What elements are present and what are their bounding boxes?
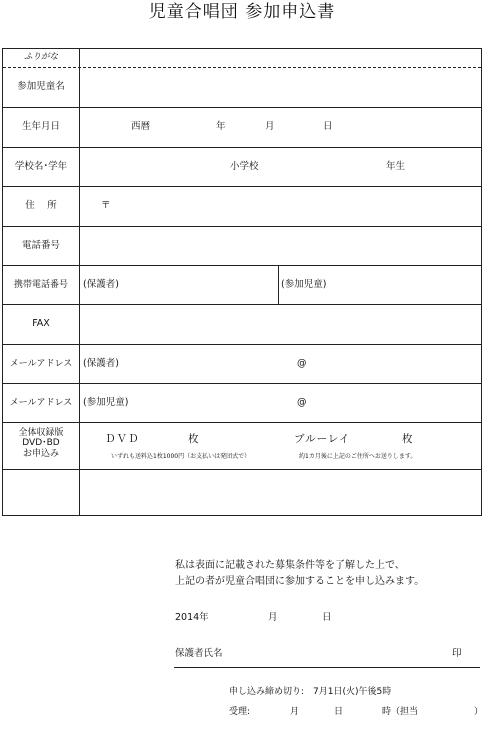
row-divider	[3, 107, 481, 108]
receipt-label: 受理:	[229, 707, 251, 717]
row-divider	[3, 147, 481, 148]
email-guardian-who: (保護者)	[83, 358, 119, 369]
statement-line-2: 上記の者が児童合唱団に参加することを申し込みます。	[175, 576, 425, 587]
date-day: 日	[322, 612, 332, 623]
bd-label: ブルーレイ	[294, 433, 351, 445]
statement-line-1: 私は表面に記載された募集条件等を了解した上で、	[175, 560, 405, 571]
child-name-label: 参加児童名	[17, 81, 65, 92]
email-guardian-at: @	[297, 358, 307, 369]
price-note: いずれも送料込1枚1000円（お支払いは発団式で）	[111, 453, 251, 460]
dob-day-unit: 日	[323, 121, 333, 132]
phone-label: 電話番号	[21, 240, 60, 251]
dob-month-unit: 月	[265, 121, 275, 132]
row-divider	[3, 383, 481, 384]
child-name-field[interactable]	[80, 68, 481, 107]
seal-mark: 印	[452, 648, 462, 659]
phone-field[interactable]	[80, 227, 481, 265]
dob-label: 生年月日	[21, 121, 60, 132]
row-divider	[3, 265, 481, 266]
receipt-time: 時（担当	[382, 707, 419, 717]
label-column-divider	[79, 49, 80, 515]
blank-field[interactable]	[80, 470, 481, 515]
receipt-month: 月	[290, 707, 300, 717]
receipt-close: ）	[474, 707, 484, 717]
mobile-divider	[278, 265, 279, 304]
bd-unit: 枚	[402, 433, 414, 445]
signature-line	[174, 667, 480, 668]
row-divider	[3, 186, 481, 187]
guardian-name-label: 保護者氏名	[175, 648, 223, 659]
grade-suffix: 年生	[386, 161, 406, 172]
date-month: 月	[268, 612, 278, 623]
application-form	[2, 48, 482, 516]
dvd-order-label	[3, 428, 79, 459]
date-year: 2014年	[175, 612, 209, 623]
furigana-field[interactable]	[80, 49, 481, 67]
mobile-guardian: (保護者)	[83, 279, 119, 290]
row-divider	[3, 344, 481, 345]
email-child-at: @	[297, 397, 307, 408]
receipt-day: 日	[334, 707, 344, 717]
furigana-label: ふりがな	[23, 52, 58, 62]
dvd-order-label-line2: DVD･BD	[22, 438, 60, 449]
email-child-who: (参加児童)	[83, 397, 129, 408]
page-title: 児童合唱団 参加申込書	[148, 2, 336, 22]
address-label: 住 所	[25, 200, 57, 211]
row-divider	[3, 422, 481, 423]
postal-mark: 〒	[101, 200, 111, 211]
dob-year-unit: 年	[216, 121, 226, 132]
dvd-unit: 枚	[188, 433, 200, 445]
fax-field[interactable]	[80, 305, 481, 344]
mobile-label: 携帯電話番号	[13, 280, 68, 290]
email-guardian-label: メールアドレス	[9, 359, 73, 369]
email-child-label: メールアドレス	[9, 398, 73, 408]
dvd-label: ＤＶＤ	[105, 433, 140, 445]
dvd-order-label-line1: 全体収録版	[18, 428, 64, 438]
dob-era: 西暦	[131, 121, 151, 132]
mobile-child: (参加児童)	[281, 279, 327, 290]
school-suffix: 小学校	[230, 161, 259, 172]
fax-label: FAX	[32, 318, 50, 329]
delivery-note: 約1カ月後に上記のご住所へお送りします。	[299, 453, 417, 460]
dvd-order-label-line3: お申込み	[22, 448, 59, 459]
school-label: 学校名･学年	[14, 161, 68, 172]
deadline-text: 申し込み締め切り: 7月1日(火)午後5時	[229, 687, 392, 697]
